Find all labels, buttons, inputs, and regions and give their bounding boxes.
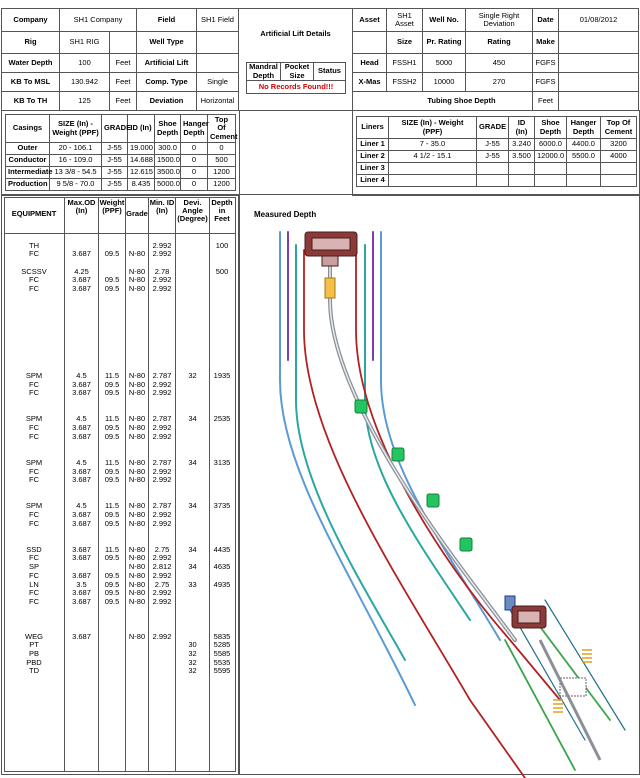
liner-hanger-inner	[518, 611, 540, 623]
eq-grade: N-80	[128, 414, 146, 424]
head-size: FSSH1	[387, 54, 423, 73]
eq-weight: 09.5	[104, 423, 120, 433]
liner-row-toc: 3200	[601, 139, 637, 151]
eq-depth: 100	[215, 240, 229, 250]
eq-depth: 4635	[213, 562, 231, 572]
kb-th-value: 125	[60, 92, 110, 111]
eq-weight: 09.5	[104, 379, 120, 389]
eq-name: FC	[29, 284, 39, 294]
liners-col-grade: GRADE	[477, 117, 509, 139]
casing-row-id: 8.435	[128, 179, 155, 191]
eq-max-od: 3.687	[72, 423, 91, 433]
eq-grade: N-80	[128, 379, 146, 389]
tubing-string	[330, 262, 515, 640]
casing-row-toc: 500	[208, 155, 236, 167]
eq-name: FC	[29, 431, 39, 441]
casings-col-id: ID (In)	[128, 115, 155, 143]
eq-name: PB	[28, 649, 39, 658]
eq-name: FC	[29, 518, 39, 528]
casing-row-toc: 1200	[208, 167, 236, 179]
casing-row-grade: J-55	[102, 155, 128, 167]
eq-max-od: 3.687	[72, 518, 91, 528]
artificial-lift-label: Artificial Lift	[137, 54, 197, 73]
head-pr-rating: 5000	[423, 54, 466, 73]
eq-devi: 34	[188, 501, 197, 511]
eq-max-od: 4.25	[74, 266, 89, 276]
eq-max-od: 3.687	[72, 284, 91, 294]
eq-max-od: 3.687	[72, 570, 91, 580]
casing-row-size: 13 3/8 - 54.5	[50, 167, 102, 179]
liners-col-shoe: Shoe Depth	[535, 117, 567, 139]
eq-min-id: 2.992	[152, 388, 172, 398]
eq-min-id: 2.75	[154, 544, 170, 554]
eq-grade: N-80	[128, 596, 146, 606]
eq-min-id: 2.992	[152, 518, 172, 528]
casing-row-shoe: 3500.0	[155, 167, 181, 179]
liner-row-hanger: 4400.0	[567, 139, 601, 151]
eq-weight: 09.5	[104, 588, 120, 598]
liner-row-name: Liner 1	[357, 139, 389, 151]
xmas-size: FSSH2	[387, 73, 423, 92]
eq-name: SCSSV	[21, 266, 47, 276]
well-type-label: Well Type	[137, 32, 197, 54]
eq-devi: 30	[188, 640, 197, 650]
casing-row-hanger: 0	[181, 143, 208, 155]
eq-min-id: 2.992	[152, 631, 172, 641]
eq-col-devi-angle: Devi. Angle (Degree)	[177, 198, 208, 223]
eq-min-id: 2.992	[152, 570, 172, 580]
eq-grade: N-80	[128, 562, 146, 572]
eq-grade: N-80	[128, 371, 146, 380]
eq-weight: 09.5	[104, 284, 120, 294]
eq-max-od: 3.687	[72, 475, 91, 485]
eq-name: FC	[29, 423, 39, 433]
eq-grade: N-80	[128, 457, 146, 467]
casing-row-grade: J-55	[102, 179, 128, 191]
eq-min-id: 2.992	[152, 423, 172, 433]
eq-name: SPM	[25, 457, 43, 467]
eq-max-od: 3.687	[72, 379, 91, 389]
eq-col-max-od: Max.OD (In)	[67, 198, 96, 215]
eq-min-id: 2.992	[152, 510, 172, 519]
eq-grade: N-80	[128, 275, 146, 285]
eq-weight: 09.5	[104, 553, 120, 563]
casings-col-toc: Top Of Cement	[208, 115, 236, 143]
date-label: Date	[533, 9, 559, 32]
eq-min-id: 2.992	[152, 431, 172, 441]
eq-name: SPM	[25, 501, 43, 511]
eq-devi: 32	[188, 371, 197, 380]
eq-devi: 32	[188, 657, 197, 667]
liner-row-name: Liner 3	[357, 163, 389, 175]
col-rating: Rating	[466, 32, 533, 54]
liners-col-size: SIZE (In) - Weight (PPF)	[389, 117, 477, 139]
tubing-string-inner	[330, 262, 515, 640]
col-mandral-depth: Mandral Depth	[247, 63, 281, 81]
company-label: Company	[2, 9, 60, 32]
casing-row-id: 19.000	[128, 143, 155, 155]
eq-name: SP	[28, 562, 39, 572]
eq-name: FC	[29, 570, 39, 580]
eq-grade: N-80	[128, 431, 146, 441]
eq-weight: 09.5	[104, 570, 120, 580]
eq-min-id: 2.992	[152, 466, 172, 476]
eq-max-od: 3.687	[72, 431, 91, 441]
field-value: SH1 Field	[197, 9, 239, 32]
spm-mandrel	[460, 538, 472, 551]
rig-value: SH1 RIG	[60, 32, 110, 54]
company-value: SH1 Company	[60, 9, 137, 32]
eq-depth: 3135	[213, 457, 231, 467]
eq-max-od: 3.687	[72, 275, 91, 285]
eq-grade: N-80	[128, 266, 146, 276]
liners-col-name: Liners	[357, 117, 389, 139]
casings-col-grade: GRADE	[102, 115, 128, 143]
eq-devi: 34	[188, 414, 197, 424]
eq-name: SPM	[25, 371, 43, 380]
eq-min-id: 2.78	[154, 266, 170, 276]
eq-grade: N-80	[128, 631, 146, 641]
eq-min-id: 2.787	[152, 414, 172, 424]
eq-name: PBD	[26, 657, 42, 667]
eq-name: FC	[29, 553, 39, 563]
eq-grade: N-80	[128, 501, 146, 511]
date-value: 01/08/2012	[559, 9, 639, 32]
eq-col-depth: Depth in Feet	[211, 198, 233, 223]
head-label: Head	[353, 54, 387, 73]
no-records-message: No Records Found!!!	[247, 81, 346, 94]
eq-min-id: 2.992	[152, 284, 172, 294]
eq-grade: N-80	[128, 284, 146, 294]
eq-depth: 4435	[213, 544, 231, 554]
xmas-rating: 270	[466, 73, 533, 92]
eq-min-id: 2.75	[154, 579, 170, 589]
liner-row-name: Liner 2	[357, 151, 389, 163]
asset-value: SH1 Asset	[387, 9, 423, 32]
eq-grade: N-80	[128, 249, 146, 259]
rig-label: Rig	[2, 32, 60, 54]
eq-depth: 5835	[213, 631, 231, 641]
eq-grade: N-80	[128, 570, 146, 580]
liner-row-grade: J-55	[477, 151, 509, 163]
eq-max-od: 3.687	[72, 249, 91, 259]
eq-min-id: 2.992	[152, 596, 172, 606]
water-depth-value: 100	[60, 54, 110, 73]
eq-min-id: 2.992	[152, 249, 172, 259]
scssv-valve	[325, 278, 335, 298]
eq-depth: 2535	[213, 414, 231, 424]
eq-grade: N-80	[128, 544, 146, 554]
tubing-hanger-neck	[322, 256, 338, 266]
eq-grade: N-80	[128, 423, 146, 433]
liner2-right	[545, 600, 625, 730]
eq-depth: 3735	[213, 501, 231, 511]
casing-row-grade: J-55	[102, 143, 128, 155]
production-casing-left	[304, 250, 525, 778]
kb-th-label: KB To TH	[2, 92, 60, 111]
casings-col-size: SIZE (In) - Weight (PPF)	[50, 115, 102, 143]
col-pr-rating: Pr. Rating	[423, 32, 466, 54]
head-rating: 450	[466, 54, 533, 73]
tubing-hanger-inner	[312, 238, 350, 250]
col-status: Status	[314, 63, 346, 81]
col-make: Make	[533, 32, 559, 54]
eq-depth: 1935	[213, 371, 231, 380]
eq-max-od: 3.687	[72, 544, 91, 554]
eq-depth: 5535	[213, 657, 231, 667]
eq-max-od: 3.687	[72, 631, 91, 641]
spm-mandrel	[427, 494, 439, 507]
liner-row-name: Liner 4	[357, 175, 389, 187]
field-label: Field	[137, 9, 197, 32]
eq-weight: 09.5	[104, 466, 120, 476]
eq-devi: 34	[188, 457, 197, 467]
liners-col-hanger: Hanger Depth	[567, 117, 601, 139]
casing-row-name: Production	[6, 179, 50, 191]
liner-row-shoe: 12000.0	[535, 151, 567, 163]
production-casing-right	[356, 250, 560, 700]
xmas-pr-rating: 10000	[423, 73, 466, 92]
spm-mandrel	[392, 448, 404, 461]
liner-row-hanger: 5500.0	[567, 151, 601, 163]
eq-name: LN	[29, 579, 39, 589]
eq-min-id: 2.992	[152, 240, 172, 250]
eq-depth: 500	[215, 266, 229, 276]
well-no-label: Well No.	[423, 9, 466, 32]
casing-row-toc: 1200	[208, 179, 236, 191]
eq-depth: 5285	[213, 640, 231, 650]
eq-min-id: 2.787	[152, 501, 172, 511]
casings-col-hanger: Hanger Depth	[181, 115, 208, 143]
well-no-value: Single Right Deviation	[466, 9, 533, 32]
casing-row-size: 20 - 106.1	[50, 143, 102, 155]
eq-grade: N-80	[128, 388, 146, 398]
eq-devi: 34	[188, 544, 197, 554]
eq-weight: 09.5	[104, 596, 120, 606]
liner-row-shoe: 6000.0	[535, 139, 567, 151]
casing-row-hanger: 0	[181, 155, 208, 167]
intermediate-casing-left	[296, 245, 405, 660]
spm-mandrel	[355, 400, 367, 413]
casing-row-shoe: 300.0	[155, 143, 181, 155]
eq-min-id: 2.992	[152, 275, 172, 285]
eq-grade: N-80	[128, 466, 146, 476]
liners-col-id: ID (In)	[509, 117, 535, 139]
eq-grade: N-80	[128, 518, 146, 528]
eq-max-od: 3.687	[72, 553, 91, 563]
eq-max-od: 3.5	[76, 579, 87, 589]
asset-label: Asset	[353, 9, 387, 32]
casing-row-name: Intermediate	[6, 167, 50, 179]
eq-weight: 09.5	[104, 249, 120, 259]
casings-col-name: Casings	[6, 115, 50, 143]
eq-col-min-id: Min. ID (In)	[149, 198, 175, 215]
eq-col-grade: Grade	[126, 209, 148, 218]
eq-name: SPM	[25, 414, 43, 424]
eq-devi: 32	[188, 666, 197, 676]
tubing-shoe-unit: Feet	[533, 92, 559, 111]
col-size: Size	[387, 32, 423, 54]
eq-grade: N-80	[128, 553, 146, 563]
eq-grade: N-80	[128, 588, 146, 598]
eq-name: PT	[29, 640, 39, 650]
eq-grade: N-80	[128, 510, 146, 519]
eq-weight: 11.5	[104, 457, 120, 467]
liners-col-toc: Top Of Cement	[601, 117, 637, 139]
eq-max-od: 4.5	[76, 414, 87, 424]
deviation-label: Deviation	[137, 92, 197, 111]
col-pocket-size: Pocket Size	[281, 63, 314, 81]
liner-row-grade: J-55	[477, 139, 509, 151]
eq-max-od: 3.687	[72, 388, 91, 398]
casing-row-grade: J-55	[102, 167, 128, 179]
kb-msl-unit: Feet	[110, 73, 137, 92]
casing-row-name: Outer	[6, 143, 50, 155]
eq-weight: 09.5	[104, 475, 120, 485]
eq-max-od: 3.687	[72, 466, 91, 476]
eq-depth: 4935	[213, 579, 231, 589]
water-depth-label: Water Depth	[2, 54, 60, 73]
casing-row-name: Conductor	[6, 155, 50, 167]
eq-name: FC	[29, 475, 39, 485]
casing-row-id: 12.615	[128, 167, 155, 179]
eq-devi: 33	[188, 579, 197, 589]
eq-min-id: 2.992	[152, 475, 172, 485]
eq-max-od: 4.5	[76, 371, 87, 380]
kb-msl-label: KB To MSL	[2, 73, 60, 92]
eq-min-id: 2.992	[152, 553, 172, 563]
eq-name: TD	[29, 666, 39, 676]
eq-grade: N-80	[128, 579, 146, 589]
eq-name: FC	[29, 379, 39, 389]
eq-weight: 09.5	[104, 431, 120, 441]
eq-name: FC	[29, 388, 39, 398]
eq-max-od: 3.687	[72, 596, 91, 606]
eq-name: FC	[29, 596, 39, 606]
eq-min-id: 2.812	[152, 562, 172, 572]
eq-min-id: 2.787	[152, 371, 172, 380]
eq-name: FC	[29, 275, 39, 285]
eq-max-od: 4.5	[76, 501, 87, 511]
tubing-shoe-label: Tubing Shoe Depth	[353, 92, 533, 111]
casing-row-hanger: 0	[181, 179, 208, 191]
casing-row-shoe: 5000.0	[155, 179, 181, 191]
eq-devi: 34	[188, 562, 197, 572]
casing-row-toc: 0	[208, 143, 236, 155]
eq-min-id: 2.992	[152, 379, 172, 389]
casing-row-size: 9 5/8 - 70.0	[50, 179, 102, 191]
eq-name: FC	[29, 249, 39, 259]
xmas-label: X-Mas	[353, 73, 387, 92]
eq-min-id: 2.992	[152, 588, 172, 598]
eq-weight: 11.5	[104, 414, 120, 424]
eq-grade: N-80	[128, 475, 146, 485]
liner-row-size: 7 - 35.0	[389, 139, 477, 151]
eq-name: SSD	[26, 544, 42, 554]
eq-weight: 09.5	[104, 388, 120, 398]
xmas-make: FGFS	[533, 73, 559, 92]
eq-name: TH	[29, 240, 39, 250]
eq-name: FC	[29, 510, 39, 519]
eq-weight: 11.5	[104, 371, 120, 380]
deviation-value: Horizontal	[197, 92, 239, 111]
eq-depth: 5595	[213, 666, 231, 676]
liner-row-id: 3.500	[509, 151, 535, 163]
casing-row-shoe: 1500.0	[155, 155, 181, 167]
eq-weight: 11.5	[104, 501, 120, 511]
artificial-lift-title: Artificial Lift Details	[260, 29, 331, 38]
comp-type-value: Single	[197, 73, 239, 92]
eq-col-weight: Weight (PPF)	[99, 198, 125, 215]
liner-row-toc: 4000	[601, 151, 637, 163]
liner-row-id: 3.240	[509, 139, 535, 151]
comp-type-label: Comp. Type	[137, 73, 197, 92]
eq-depth: 5585	[213, 649, 231, 658]
eq-weight: 09.5	[104, 275, 120, 285]
casing-row-size: 16 - 109.0	[50, 155, 102, 167]
eq-weight: 11.5	[104, 544, 120, 554]
eq-name: WEG	[25, 631, 43, 641]
diagram-title: Measured Depth	[254, 210, 317, 219]
casing-row-hanger: 0	[181, 167, 208, 179]
eq-max-od: 3.687	[72, 588, 91, 598]
eq-weight: 09.5	[104, 579, 120, 589]
kb-th-unit: Feet	[110, 92, 137, 111]
kb-msl-value: 130.942	[60, 73, 110, 92]
eq-min-id: 2.787	[152, 457, 172, 467]
eq-devi: 32	[188, 649, 197, 658]
casings-col-shoe: Shoe Depth	[155, 115, 181, 143]
eq-weight: 09.5	[104, 510, 120, 519]
eq-name: FC	[29, 588, 39, 598]
liner-row-size: 4 1/2 - 15.1	[389, 151, 477, 163]
water-depth-unit: Feet	[110, 54, 137, 73]
eq-col-equipment: EQUIPMENT	[11, 209, 57, 218]
eq-weight: 09.5	[104, 518, 120, 528]
eq-name: FC	[29, 466, 39, 476]
head-make: FGFS	[533, 54, 559, 73]
casing-row-id: 14.688	[128, 155, 155, 167]
eq-max-od: 4.5	[76, 457, 87, 467]
eq-max-od: 3.687	[72, 510, 91, 519]
